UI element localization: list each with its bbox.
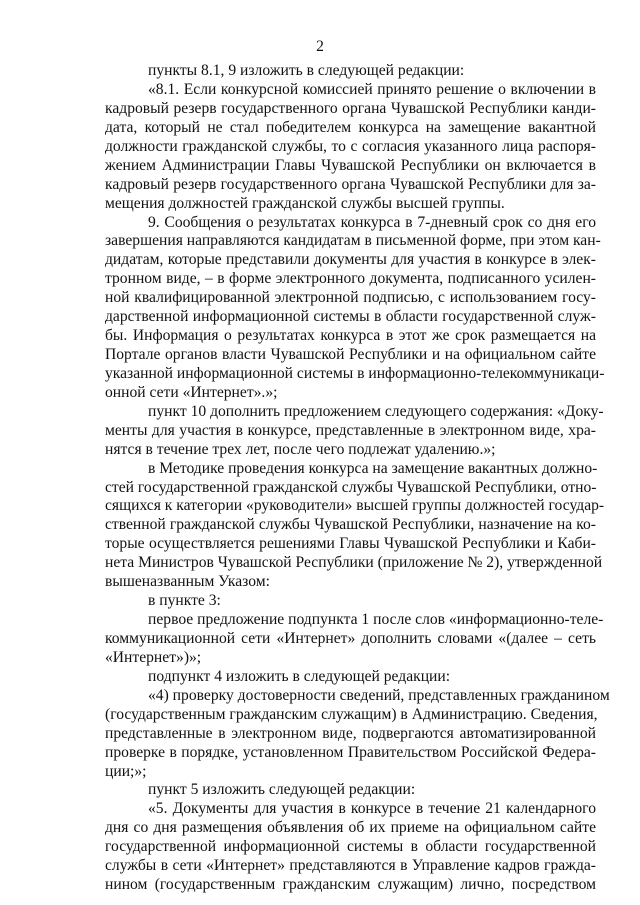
text-line: дарственной информационной системы в области государственной служ- bbox=[105, 308, 596, 326]
text-line: «4) проверку достоверности сведений, представленных гражданином bbox=[148, 686, 610, 704]
text-line: пункты 8.1, 9 изложить в следующей редакции: bbox=[148, 62, 465, 79]
text-line: торые осуществляется решениями Главы Чувашской Республики и Каби- bbox=[105, 535, 596, 553]
text-line: кадровый резерв государственного органа Чувашской Республики канди- bbox=[105, 99, 596, 117]
text-line: проверке в порядке, установленном Правительством Российской Федера- bbox=[105, 743, 596, 761]
text-line: в пункте 3: bbox=[148, 592, 221, 610]
text-line: «8.1. Если конкурсной комиссией принято решение о включении в bbox=[148, 80, 596, 98]
text-line: стей государственной гражданской службы Чувашской Республики, отно- bbox=[105, 478, 597, 496]
text-line: (государственным гражданским служащим) в Администрацию. Сведения, bbox=[105, 705, 598, 723]
text-line: в Методике проведения конкурса на замещение вакантных должно- bbox=[148, 459, 598, 477]
text-line: менты для участия в конкурсе, представленные в электронном виде, хра- bbox=[105, 421, 596, 439]
text-line: ции;»; bbox=[105, 762, 147, 780]
text-line: государственной информационной системы в области государственной bbox=[105, 838, 596, 856]
text-line: 9. Сообщения о результатах конкурса в 7-дневный срок со дня его bbox=[148, 213, 596, 231]
text-line: дата, который не стал победителем конкурса на замещение вакантной bbox=[105, 118, 596, 136]
text-line: жением Администрации Главы Чувашской Республики он включается в bbox=[105, 156, 596, 174]
text-line: нятся в течение трех лет, после чего подлежат удалению.»; bbox=[105, 440, 496, 458]
text-line: сящихся к категории «руководители» высшей группы должностей государ- bbox=[105, 497, 605, 515]
text-line: дидатам, которые представили документы для участия в конкурсе в элек- bbox=[105, 251, 596, 269]
text-line: онной сети «Интернет».»; bbox=[105, 383, 278, 401]
text-line: тронном виде, – в форме электронного документа, подписанного усилен- bbox=[105, 270, 596, 288]
text-line: пункт 10 дополнить предложением следующего содержания: «Доку- bbox=[148, 402, 604, 420]
page-number: 2 bbox=[316, 38, 324, 55]
text-line: дня со дня размещения объявления об их приеме на официальном сайте bbox=[105, 819, 596, 837]
text-line: мещения должностей гражданской службы высшей группы. bbox=[105, 194, 505, 212]
text-line: указанной информационной системы в информационно-телекоммуникаци- bbox=[105, 364, 605, 382]
text-line: Портале органов власти Чувашской Республики и на официальном сайте bbox=[105, 346, 596, 363]
text-line: должности гражданской службы, то с согласия указанного лица распоря- bbox=[105, 137, 596, 155]
text-line: «5. Документы для участия в конкурсе в течение 21 календарного bbox=[148, 800, 596, 818]
text-line: вышеназванным Указом: bbox=[105, 573, 270, 591]
text-line: завершения направляются кандидатам в письменной форме, при этом кан- bbox=[105, 232, 601, 250]
text-line: бы. Информация о результатах конкурса в этот же срок размещается на bbox=[105, 327, 596, 344]
text-line: нином (государственным гражданским служащим) лично, посредством bbox=[105, 876, 596, 894]
text-line: ной квалифицированной электронной подписью, с использованием госу- bbox=[105, 289, 596, 307]
text-line: «Интернет»)»; bbox=[105, 648, 202, 666]
text-line: представленные в электронном виде, подвергаются автоматизированной bbox=[105, 724, 596, 742]
text-line: ственной гражданской службы Чувашской Республики, назначение на ко- bbox=[105, 516, 596, 534]
text-line: пункт 5 изложить следующей редакции: bbox=[148, 781, 416, 799]
text-line: нета Министров Чувашской Республики (приложение № 2), утвержденной bbox=[105, 554, 603, 572]
text-line: кадровый резерв государственного органа Чувашской Республики для за- bbox=[105, 175, 596, 193]
text-line: коммуникационной сети «Интернет» дополнить словами «(далее – сеть bbox=[105, 630, 596, 647]
text-line: службы в сети «Интернет» представляются в Управление кадров гражда- bbox=[105, 857, 596, 875]
text-line: подпункт 4 изложить в следующей редакции: bbox=[148, 667, 451, 685]
text-line: первое предложение подпункта 1 после слов «информационно-теле- bbox=[148, 611, 604, 628]
